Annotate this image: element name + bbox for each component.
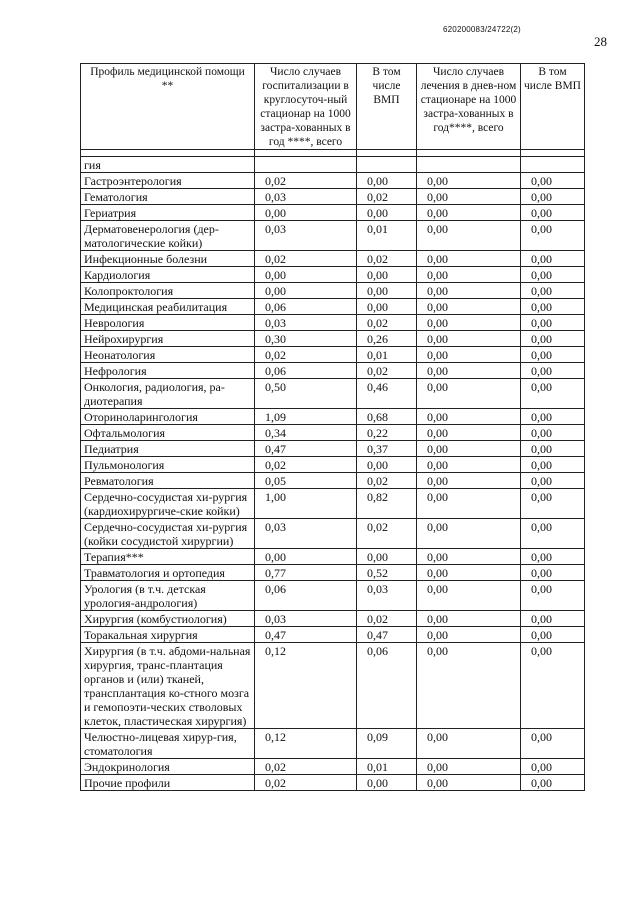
cell-hosp-total: 0,00 [255,283,357,299]
cell-hosp-total: 0,03 [255,221,357,251]
cell-profile: Эндокринология [81,759,255,775]
table-row [81,379,585,409]
cell-hosp-vmp: 0,01 [357,347,417,363]
cell-profile: Пульмонология [81,457,255,473]
cell-day-vmp: 0,00 [521,315,585,331]
table-row [81,565,585,581]
table-row [81,759,585,775]
statistics-table [80,63,585,791]
cell-day-vmp: 0,00 [521,581,585,611]
cell-day-total: 0,00 [417,189,521,205]
table-row [81,315,585,331]
table-row [81,331,585,347]
cell-hosp-total: 0,00 [255,205,357,221]
cell-profile: Нефрология [81,363,255,379]
cell-profile: Сердечно-сосудистая хи-рургия (койки сосудистой хирургии) [81,519,255,549]
cell-profile: Онкология, радиология, ра-диотерапия [81,379,255,409]
header-hosp-total: Число случаев госпитализации в круглосуточ-ный стационар на 1000 застра-хованных в год ****, всего [255,64,357,150]
table-row [81,489,585,519]
cell-day-vmp: 0,00 [521,379,585,409]
cell-hosp-vmp: 0,00 [357,267,417,283]
cell-hosp-total: 0,02 [255,759,357,775]
table-row [81,643,585,729]
cell-hosp-total: 0,30 [255,331,357,347]
cell-day-vmp: 0,00 [521,251,585,267]
cell-day-vmp: 0,00 [521,519,585,549]
table-row [81,627,585,643]
cell-hosp-total: 0,47 [255,441,357,457]
cell-profile: Неврология [81,315,255,331]
header-day-total: Число случаев лечения в днев-ном стационаре на 1000 застра-хованных в год****, всего [417,64,521,150]
table-row [81,221,585,251]
cell-day-total: 0,00 [417,611,521,627]
cell-profile: Офтальмология [81,425,255,441]
cell-day-total: 0,00 [417,409,521,425]
cell-hosp-vmp: 0,02 [357,611,417,627]
cell-day-vmp: 0,00 [521,489,585,519]
cell-hosp-vmp: 0,06 [357,643,417,729]
cell-hosp-vmp: 0,02 [357,363,417,379]
cell-hosp-vmp: 0,26 [357,331,417,347]
cell-hosp-total: 0,00 [255,549,357,565]
cell-hosp-total: 0,03 [255,315,357,331]
cell-hosp-total: 0,02 [255,347,357,363]
cell-profile: Медицинская реабилитация [81,299,255,315]
cell-day-vmp: 0,00 [521,627,585,643]
cell-day-vmp: 0,00 [521,283,585,299]
cell-day-total: 0,00 [417,775,521,791]
cell-hosp-total: 0,06 [255,581,357,611]
cell-day-vmp: 0,00 [521,221,585,251]
cell-day-total: 0,00 [417,315,521,331]
table-row [81,283,585,299]
header-profile: Профиль медицинской помощи ** [81,64,255,150]
cell-hosp-vmp: 0,68 [357,409,417,425]
table-row [81,251,585,267]
cell-day-total: 0,00 [417,363,521,379]
cell-profile: Торакальная хирургия [81,627,255,643]
cell-day-vmp: 0,00 [521,759,585,775]
cell-day-total: 0,00 [417,519,521,549]
cell-profile: Кардиология [81,267,255,283]
cell-hosp-vmp: 0,02 [357,189,417,205]
cell-hosp-total: 0,50 [255,379,357,409]
cell-day-total: 0,00 [417,581,521,611]
header-divider-row [81,150,585,157]
cell-day-vmp: 0,00 [521,189,585,205]
cell-hosp-vmp: 0,22 [357,425,417,441]
cell-profile: Гематология [81,189,255,205]
cell-hosp-vmp: 0,03 [357,581,417,611]
cell-profile: Колопроктология [81,283,255,299]
cell-hosp-vmp: 0,47 [357,627,417,643]
cell-day-vmp: 0,00 [521,347,585,363]
cell-hosp-vmp: 0,00 [357,283,417,299]
header-hosp-vmp: В том числе ВМП [357,64,417,150]
cell-hosp-total: 0,03 [255,519,357,549]
cell-profile: Сердечно-сосудистая хи-рургия (кардиохирургиче-ские койки) [81,489,255,519]
cell-hosp-vmp: 0,02 [357,315,417,331]
cell-profile: Травматология и ортопедия [81,565,255,581]
cell-day-total: 0,00 [417,173,521,189]
cell-hosp-vmp: 0,37 [357,441,417,457]
cell-day-total: 0,00 [417,267,521,283]
cell-hosp-total: 0,34 [255,425,357,441]
cell-profile: Прочие профили [81,775,255,791]
cell-day-vmp: 0,00 [521,299,585,315]
cell-profile: Нейрохирургия [81,331,255,347]
cell-day-vmp: 0,00 [521,473,585,489]
cell-hosp-total: 0,06 [255,299,357,315]
cell-day-vmp: 0,00 [521,457,585,473]
table-row [81,409,585,425]
cell-profile: Урология (в т.ч. детская урология-андрология) [81,581,255,611]
cell-day-total: 0,00 [417,473,521,489]
cell-profile: Терапия*** [81,549,255,565]
cell-profile: Хирургия (комбустиология) [81,611,255,627]
cell-hosp-vmp: 0,00 [357,775,417,791]
table-header-row [81,64,585,150]
cell-day-total: 0,00 [417,205,521,221]
cell-hosp-vmp: 0,00 [357,173,417,189]
cell-profile: Дерматовенерология (дер-матологические койки) [81,221,255,251]
table-row [81,173,585,189]
continuation-row [81,157,585,173]
cell-profile: Хирургия (в т.ч. абдоми-нальная хирургия, транс-плантация органов и (или) тканей, трансплантация ко-стного мозга и гемопоэти-ческих стволовых клеток, пластическая хирургия) [81,643,255,729]
cell-day-total: 0,00 [417,549,521,565]
cell-day-total: 0,00 [417,729,521,759]
table-row [81,729,585,759]
cell-hosp-total: 0,05 [255,473,357,489]
document-code: 620200083/24722(2) [443,25,521,34]
table-row [81,189,585,205]
cell-day-vmp: 0,00 [521,363,585,379]
cell-hosp-total: 0,12 [255,729,357,759]
cell-hosp-vmp: 0,02 [357,251,417,267]
cell-hosp-vmp: 0,00 [357,457,417,473]
table-row [81,473,585,489]
cell-hosp-total: 0,02 [255,251,357,267]
table-row [81,611,585,627]
cell-hosp-vmp: 0,46 [357,379,417,409]
cell-day-vmp: 0,00 [521,565,585,581]
table-row [81,441,585,457]
table-row [81,205,585,221]
cell-day-vmp: 0,00 [521,611,585,627]
cell-hosp-vmp: 0,00 [357,205,417,221]
cell-profile: Неонатология [81,347,255,363]
cell-day-total: 0,00 [417,221,521,251]
header-day-vmp: В том числе ВМП [521,64,585,150]
cell-profile: Педиатрия [81,441,255,457]
table-row [81,581,585,611]
cell-hosp-total: 0,02 [255,173,357,189]
cell-day-vmp: 0,00 [521,775,585,791]
cell-day-vmp: 0,00 [521,549,585,565]
cell-hosp-total: 0,77 [255,565,357,581]
cell-hosp-vmp: 0,01 [357,221,417,251]
table-row [81,363,585,379]
table-row [81,457,585,473]
cell-day-total: 0,00 [417,441,521,457]
cell-day-vmp: 0,00 [521,425,585,441]
cell-hosp-total: 0,06 [255,363,357,379]
cell-hosp-total: 0,00 [255,267,357,283]
cell-profile: Гастроэнтерология [81,173,255,189]
cell-day-total: 0,00 [417,565,521,581]
cell-hosp-total: 1,09 [255,409,357,425]
table-row [81,299,585,315]
table-row [81,425,585,441]
cell-hosp-vmp: 0,02 [357,473,417,489]
cell-day-total: 0,00 [417,627,521,643]
cell-profile: Оториноларингология [81,409,255,425]
cell-day-total: 0,00 [417,457,521,473]
cell-day-total: 0,00 [417,331,521,347]
cell-day-vmp: 0,00 [521,441,585,457]
cell-day-vmp: 0,00 [521,729,585,759]
cell-profile: Инфекционные болезни [81,251,255,267]
table-row [81,549,585,565]
cell-day-total: 0,00 [417,299,521,315]
table-row [81,775,585,791]
cell-hosp-total: 1,00 [255,489,357,519]
cell-day-total: 0,00 [417,379,521,409]
cell-day-vmp: 0,00 [521,409,585,425]
cell-hosp-vmp: 0,82 [357,489,417,519]
cell-day-total: 0,00 [417,759,521,775]
cell-hosp-total: 0,12 [255,643,357,729]
table-row [81,267,585,283]
cell-day-total: 0,00 [417,489,521,519]
cell-day-vmp: 0,00 [521,331,585,347]
cell-hosp-total: 0,03 [255,611,357,627]
cell-day-total: 0,00 [417,347,521,363]
cell-hosp-vmp: 0,01 [357,759,417,775]
cell-hosp-total: 0,02 [255,775,357,791]
cell-day-total: 0,00 [417,251,521,267]
cell-profile: Челюстно-лицевая хирур-гия, стоматология [81,729,255,759]
cell-day-vmp: 0,00 [521,267,585,283]
cell-hosp-vmp: 0,52 [357,565,417,581]
table-row [81,347,585,363]
cell-day-vmp: 0,00 [521,643,585,729]
cell-profile: Ревматология [81,473,255,489]
cell-hosp-total: 0,47 [255,627,357,643]
cell-hosp-total: 0,02 [255,457,357,473]
cell-day-total: 0,00 [417,643,521,729]
cell-profile: Гериатрия [81,205,255,221]
cell-hosp-vmp: 0,02 [357,519,417,549]
table-row [81,519,585,549]
continuation-label: гия [81,157,255,173]
cell-hosp-vmp: 0,09 [357,729,417,759]
cell-day-vmp: 0,00 [521,205,585,221]
cell-hosp-vmp: 0,00 [357,299,417,315]
cell-day-total: 0,00 [417,425,521,441]
cell-day-total: 0,00 [417,283,521,299]
page-number: 28 [594,34,607,49]
cell-hosp-total: 0,03 [255,189,357,205]
cell-hosp-vmp: 0,00 [357,549,417,565]
cell-day-vmp: 0,00 [521,173,585,189]
